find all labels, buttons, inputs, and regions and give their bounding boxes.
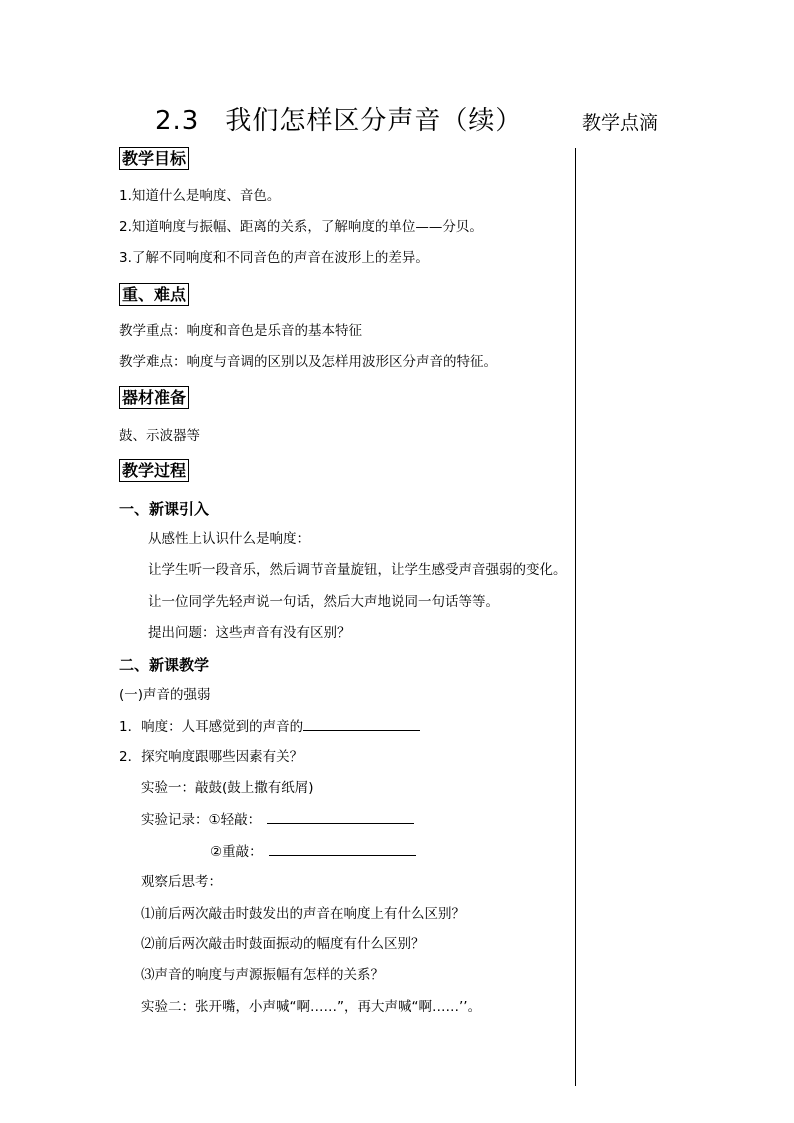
teaching-focus: 教学重点：响度和音色是乐音的基本特征	[119, 323, 362, 339]
observe-prompt: 观察后思考：	[141, 874, 222, 890]
section-number: 2.3	[155, 106, 200, 136]
objective-item-3: 3.了解不同响度和不同音色的声音在波形上的差异。	[119, 250, 429, 266]
question-1	[119, 718, 420, 735]
think-question-3: ⑶声音的响度与声源振幅有怎样的关系？	[141, 967, 384, 983]
materials-text: 鼓、示波器等	[119, 428, 200, 444]
experiment-2: 实验二：张开嘴，小声喊“啊……”，再大声喊“啊……’’。	[141, 999, 482, 1015]
intro-line-4: 提出问题：这些声音有没有区别？	[148, 625, 351, 641]
objectives-heading: 教学目标	[119, 147, 189, 170]
process-heading: 教学过程	[119, 459, 189, 482]
teaching-heading: 二、新课教学	[119, 656, 210, 674]
materials-heading: 器材准备	[119, 386, 189, 409]
intro-line-2: 让学生听一段音乐，然后调节音量旋钮，让学生感受声音强弱的变化。	[148, 562, 567, 578]
record-heavy-blank[interactable]	[269, 843, 416, 856]
intro-heading: 一、新课引入	[119, 500, 210, 518]
subsection-heading: (一)声音的强弱	[119, 687, 211, 703]
think-question-2: ⑵前后两次敲击时鼓面振动的幅度有什么区别？	[141, 936, 425, 952]
intro-line-1: 从感性上认识什么是响度：	[148, 531, 310, 547]
record-light-blank[interactable]	[267, 811, 414, 824]
think-question-1: ⑴前后两次敲击时鼓发出的声音在响度上有什么区别？	[141, 906, 465, 922]
question-2: 2．探究响度跟哪些因素有关？	[119, 749, 304, 765]
teaching-difficulty: 教学难点：响度与音调的区别以及怎样用波形区分声音的特征。	[119, 354, 497, 370]
record-heavy-label: ②重敲：	[210, 844, 263, 860]
column-divider	[575, 148, 576, 1086]
side-column-title: 教学点滴	[582, 112, 659, 134]
objective-item-2: 2.知道响度与振幅、距离的关系，了解响度的单位——分贝。	[119, 219, 483, 235]
page-title	[155, 100, 522, 137]
answer-blank[interactable]	[303, 718, 420, 731]
key-points-heading: 重、难点	[119, 283, 189, 306]
record-heavy	[210, 843, 416, 860]
question-1-text: 1．响度：人耳感觉到的声音的	[119, 719, 304, 735]
experiment-1: 实验一：敲鼓(鼓上撒有纸屑)	[141, 780, 314, 796]
intro-line-3: 让一位同学先轻声说一句话，然后大声地说同一句话等等。	[148, 594, 499, 610]
record-light	[141, 811, 414, 828]
title-text: 我们怎样区分声音（续）	[225, 106, 523, 136]
record-light-label: 实验记录：①轻敲：	[141, 812, 262, 828]
objective-item-1: 1.知道什么是响度、音色。	[119, 188, 281, 204]
